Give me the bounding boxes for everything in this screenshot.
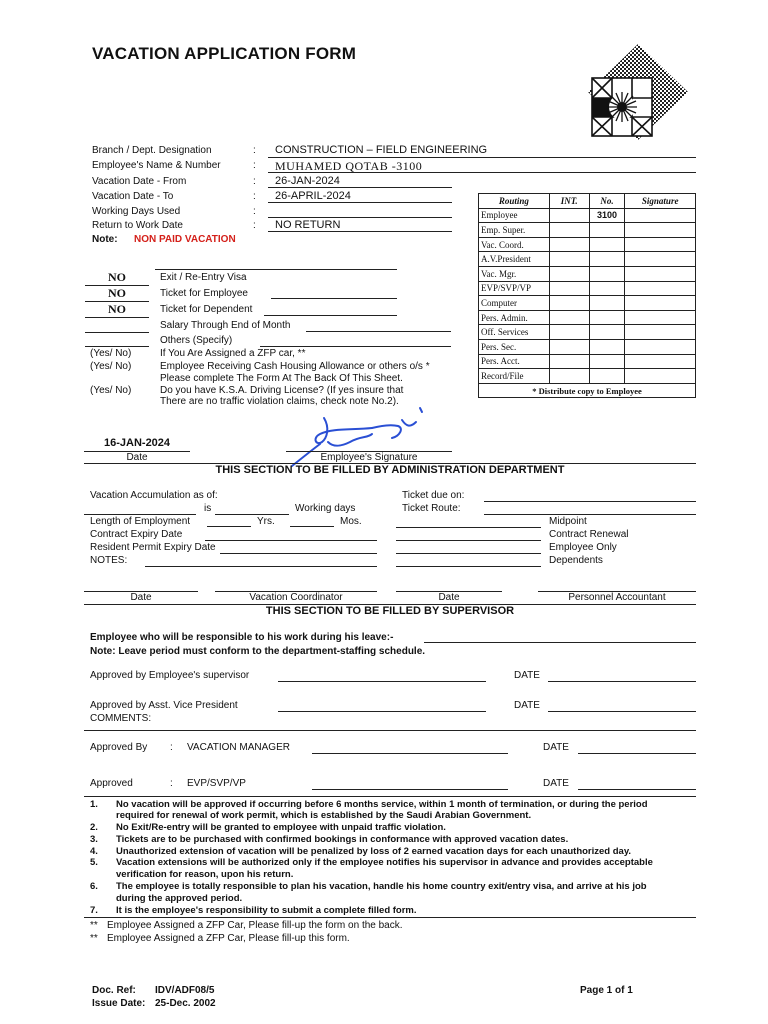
label-comments: COMMENTS: [90, 713, 152, 724]
label-working-days-2: Working days [295, 503, 356, 514]
label-approved: Approved [90, 778, 133, 789]
branch-field[interactable]: CONSTRUCTION – FIELD ENGINEERING [275, 144, 488, 156]
footnote-mark: ** [90, 920, 98, 931]
issue-date-value: 25-Dec. 2002 [155, 998, 216, 1009]
date-label: Date [126, 452, 148, 463]
label-ticket-route: Ticket Route: [402, 503, 461, 514]
field-underline [578, 789, 696, 790]
admin-date-label-2: Date [438, 592, 460, 603]
field-underline [396, 540, 541, 541]
colon: : [253, 160, 256, 171]
routing-no-cell[interactable] [589, 310, 625, 325]
field-underline [396, 566, 541, 567]
label-responsible: Employee who will be responsible to his work during his leave:- [90, 632, 394, 643]
field-underline [396, 553, 541, 554]
routing-row [479, 296, 696, 311]
routing-int-cell[interactable] [549, 281, 589, 296]
routing-signature-cell[interactable] [625, 208, 696, 223]
vacation-from-field[interactable]: 26-JAN-2024 [275, 175, 340, 187]
routing-int-cell[interactable] [549, 310, 589, 325]
routing-row [479, 325, 696, 340]
field-underline [84, 514, 196, 515]
field-underline [312, 789, 508, 790]
return-date-field[interactable]: NO RETURN [275, 219, 341, 231]
label-return-date: Return to Work Date [92, 220, 183, 231]
colon: : [253, 220, 256, 231]
label-contract-expiry: Contract Expiry Date [90, 529, 183, 540]
label-zfp-car: If You Are Assigned a ZFP car, ** [160, 348, 306, 359]
label-evp: EVP/SVP/VP [187, 778, 246, 789]
field-underline [205, 540, 377, 541]
answer-ticket-dependent[interactable]: NO [108, 302, 126, 316]
answer-underline [85, 301, 149, 302]
field-underline [278, 681, 486, 682]
routing-row [479, 339, 696, 354]
field-underline [484, 514, 696, 515]
routing-int-cell[interactable] [549, 252, 589, 267]
field-underline [155, 269, 397, 270]
note-4: Unauthorized extension of vacation will be penalized by loss of 2 earned vacation days for each unauthorized day. [116, 846, 632, 857]
routing-signature-cell[interactable] [625, 369, 696, 384]
field-underline [312, 753, 508, 754]
field-underline [84, 730, 696, 731]
vacation-to-field[interactable]: 26-APRIL-2024 [275, 190, 351, 202]
section-divider [84, 917, 696, 918]
no-header: No. [589, 194, 625, 209]
label-date: DATE [514, 670, 540, 681]
routing-signature-cell[interactable] [625, 296, 696, 311]
employee-name-field[interactable]: MUHAMED QOTAB -3100 [275, 159, 423, 173]
label-others: Others (Specify) [160, 335, 233, 346]
field-underline [484, 501, 696, 502]
label-length: Length of Employment [90, 516, 191, 527]
label-license-2: There are no traffic violation claims, check note No.2). [160, 396, 399, 407]
field-underline [424, 642, 696, 643]
routing-role: Employee [479, 208, 550, 223]
routing-signature-cell[interactable] [625, 281, 696, 296]
label-mos: Mos. [340, 516, 362, 527]
page-number: Page 1 of 1 [580, 985, 633, 996]
routing-int-cell[interactable] [549, 266, 589, 281]
answer-zfp-car[interactable]: (Yes/ No) [90, 348, 132, 359]
colon: : [253, 206, 256, 217]
label-dependents: Dependents [549, 555, 603, 566]
routing-signature-cell[interactable] [625, 354, 696, 369]
label-date: DATE [543, 778, 569, 789]
signature-label: Employee's Signature [320, 452, 418, 463]
routing-no-cell[interactable] [589, 296, 625, 311]
field-underline [268, 231, 452, 232]
note-num: 6. [90, 881, 98, 892]
field-underline [548, 681, 696, 682]
colon: : [170, 742, 173, 753]
routing-role: Pers. Sec. [479, 339, 550, 354]
label-date: DATE [543, 742, 569, 753]
routing-role: Emp. Super. [479, 223, 550, 238]
field-underline [271, 298, 397, 299]
routing-signature-cell[interactable] [625, 223, 696, 238]
label-ticket-due: Ticket due on: [402, 490, 465, 501]
note-num: 7. [90, 905, 98, 916]
field-underline [268, 202, 452, 203]
answer-underline [85, 285, 149, 286]
routing-int-cell[interactable] [549, 369, 589, 384]
company-logo [588, 44, 688, 140]
answer-underline [85, 332, 149, 333]
routing-role: Record/File [479, 369, 550, 384]
routing-role: Pers. Admin. [479, 310, 550, 325]
note-num: 5. [90, 857, 98, 868]
label-contract-renewal: Contract Renewal [549, 529, 629, 540]
note-1-cont: required for renewal of work permit, which is established by the Saudi Arabian Government. [116, 810, 532, 821]
application-date[interactable]: 16-JAN-2024 [104, 437, 171, 449]
label-salary: Salary Through End of Month [160, 320, 291, 331]
doc-ref-value: IDV/ADF08/5 [155, 985, 215, 996]
field-underline [268, 172, 696, 173]
signature-header: Signature [625, 194, 696, 209]
note-value: NON PAID VACATION [134, 234, 236, 245]
field-underline [215, 514, 289, 515]
routing-int-cell[interactable] [549, 339, 589, 354]
routing-row [479, 223, 696, 238]
routing-no-cell[interactable] [589, 252, 625, 267]
field-underline [220, 553, 377, 554]
label-ticket-dependent: Ticket for Dependent [160, 304, 253, 315]
label-resident-permit: Resident Permit Expiry Date [90, 542, 216, 553]
answer-license[interactable]: (Yes/ No) [90, 385, 132, 396]
note-1: No vacation will be approved if occurring before 6 months service, within 1 month of termination, or during the period [116, 799, 648, 810]
routing-row [479, 208, 696, 223]
field-underline [264, 315, 397, 316]
footnote-mark: ** [90, 933, 98, 944]
note-6-cont: during the approved period. [116, 893, 243, 904]
answer-underline [85, 346, 149, 347]
answer-ticket-employee[interactable]: NO [108, 286, 126, 300]
field-underline [290, 526, 334, 527]
routing-row [479, 310, 696, 325]
field-underline [207, 526, 251, 527]
routing-int-cell[interactable] [549, 223, 589, 238]
label-employee-only: Employee Only [549, 542, 617, 553]
field-underline [578, 753, 696, 754]
routing-row [479, 369, 696, 384]
routing-role: Off. Services [479, 325, 550, 340]
label-branch: Branch / Dept. Designation [92, 145, 212, 156]
footnote-1: Employee Assigned a ZFP Car, Please fill-up the form on the back. [107, 920, 403, 931]
footnote-2: Employee Assigned a ZFP Car, Please fill-up this form. [107, 933, 350, 944]
vacation-coordinator-label: Vacation Coordinator [249, 592, 343, 603]
routing-no-cell[interactable] [589, 325, 625, 340]
colon: : [253, 191, 256, 202]
label-approved-by: Approved By [90, 742, 148, 753]
note-num: 2. [90, 822, 98, 833]
issue-date-label: Issue Date: [92, 998, 146, 1009]
section-divider [84, 796, 696, 797]
note-num: 4. [90, 846, 98, 857]
label-is: is [204, 503, 212, 514]
label-vacation-to: Vacation Date - To [92, 191, 174, 202]
form-title: VACATION APPLICATION FORM [92, 44, 357, 63]
note-7: It is the employee's responsibility to submit a complete filled form. [116, 905, 417, 916]
label-accumulation: Vacation Accumulation as of: [90, 490, 218, 501]
note-5: Vacation extensions will be authorized only if the employee notifies his supervisor in advance and provides acceptable [116, 857, 653, 868]
routing-row [479, 266, 696, 281]
colon: : [253, 176, 256, 187]
routing-int-cell[interactable] [549, 325, 589, 340]
supervisor-section-title: THIS SECTION TO BE FILLED BY SUPERVISOR [265, 605, 515, 617]
label-yrs: Yrs. [257, 516, 275, 527]
answer-exit-visa[interactable]: NO [108, 270, 126, 284]
field-underline [268, 157, 696, 158]
label-employee-name: Employee's Name & Number [92, 160, 221, 171]
colon: : [253, 145, 256, 156]
routing-no-cell[interactable] [589, 266, 625, 281]
label-date: DATE [514, 700, 540, 711]
routing-no-cell[interactable]: 3100 [589, 208, 625, 223]
routing-int-cell[interactable] [549, 237, 589, 252]
int-header: INT. [549, 194, 589, 209]
label-exit-visa: Exit / Re-Entry Visa [160, 272, 247, 283]
routing-int-cell[interactable] [549, 208, 589, 223]
answer-housing[interactable]: (Yes/ No) [90, 361, 132, 372]
routing-row [479, 281, 696, 296]
routing-row [479, 252, 696, 267]
routing-no-cell[interactable] [589, 281, 625, 296]
note-num: 1. [90, 799, 98, 810]
routing-signature-cell[interactable] [625, 266, 696, 281]
routing-signature-cell[interactable] [625, 325, 696, 340]
routing-footer: * Distribute copy to Employee [479, 383, 696, 398]
label-notes: NOTES: [90, 555, 128, 566]
doc-ref-label: Doc. Ref: [92, 985, 136, 996]
note-6: The employee is totally responsible to plan his vacation, handle his home country exit/entry visa, and arrive at his job [116, 881, 647, 892]
label-leave-note: Note: Leave period must conform to the department-staffing schedule. [90, 646, 426, 657]
colon: : [170, 778, 173, 789]
personnel-accountant-label: Personnel Accountant [568, 592, 666, 603]
routing-signature-cell[interactable] [625, 237, 696, 252]
label-ticket-employee: Ticket for Employee [160, 288, 248, 299]
field-underline [306, 331, 451, 332]
field-underline [548, 711, 696, 712]
field-underline [268, 217, 452, 218]
field-underline [278, 711, 486, 712]
label-approved-avp: Approved by Asst. Vice President [90, 700, 238, 711]
routing-signature-cell[interactable] [625, 310, 696, 325]
field-underline [268, 187, 452, 188]
admin-section-title: THIS SECTION TO BE FILLED BY ADMINISTRATION DEPARTMENT [215, 464, 565, 476]
label-vacation-manager: VACATION MANAGER [187, 742, 290, 753]
routing-no-cell[interactable] [589, 339, 625, 354]
label-vacation-from: Vacation Date - From [92, 176, 187, 187]
routing-role: Computer [479, 296, 550, 311]
label-housing: Employee Receiving Cash Housing Allowance or others o/s * [160, 361, 430, 372]
routing-table [478, 193, 696, 398]
note-label: Note: [92, 234, 118, 245]
routing-int-cell[interactable] [549, 354, 589, 369]
routing-role: A.V.President [479, 252, 550, 267]
label-approved-supervisor: Approved by Employee's supervisor [90, 670, 250, 681]
note-5-cont: verification for reason, upon his return. [116, 869, 294, 880]
routing-signature-cell[interactable] [625, 339, 696, 354]
routing-int-cell[interactable] [549, 296, 589, 311]
routing-role: Vac. Coord. [479, 237, 550, 252]
routing-row [479, 237, 696, 252]
routing-role: EVP/SVP/VP [479, 281, 550, 296]
answer-underline [85, 317, 149, 318]
routing-signature-cell[interactable] [625, 252, 696, 267]
label-midpoint: Midpoint [549, 516, 587, 527]
label-license: Do you have K.S.A. Driving License? (If yes insure that [160, 385, 404, 396]
routing-row [479, 354, 696, 369]
routing-no-cell[interactable] [589, 369, 625, 384]
note-2: No Exit/Re-entry will be granted to employee with unpaid traffic violation. [116, 822, 446, 833]
routing-role: Vac. Mgr. [479, 266, 550, 281]
note-num: 3. [90, 834, 98, 845]
field-underline [396, 527, 541, 528]
routing-no-cell[interactable] [589, 237, 625, 252]
routing-header: Routing [479, 194, 550, 209]
routing-role: Pers. Acct. [479, 354, 550, 369]
field-underline [145, 566, 377, 567]
note-3: Tickets are to be purchased with confirmed bookings in conformance with approved vacation dates. [116, 834, 569, 845]
label-housing-2: Please complete The Form At The Back Of This Sheet. [160, 373, 403, 384]
label-working-days: Working Days Used [92, 206, 181, 217]
routing-no-cell[interactable] [589, 354, 625, 369]
field-underline [260, 346, 451, 347]
routing-no-cell[interactable] [589, 223, 625, 238]
admin-date-label: Date [130, 592, 152, 603]
